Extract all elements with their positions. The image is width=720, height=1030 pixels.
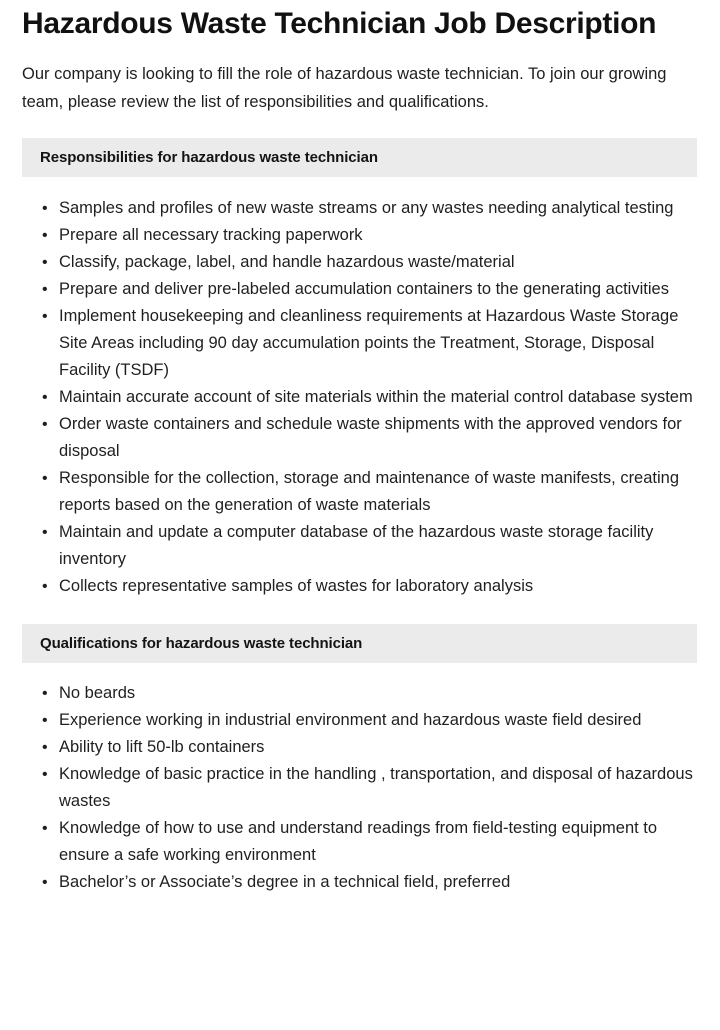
list-item-text: Order waste containers and schedule waste shipments with the approved vendors for disposal	[59, 415, 682, 460]
list-item-text: Ability to lift 50-lb containers	[59, 738, 265, 756]
list-item-text: No beards	[59, 684, 136, 702]
page-title: Hazardous Waste Technician Job Description	[22, 7, 657, 40]
list-item-text: Maintain accurate account of site materials within the material control database system	[59, 388, 693, 406]
bullet-icon: •	[42, 820, 48, 837]
list-item-text: Classify, package, label, and handle hazardous waste/material	[59, 253, 515, 271]
list-item	[22, 573, 698, 600]
bullet-icon: •	[42, 712, 48, 729]
list-item	[22, 761, 698, 815]
list-item	[22, 465, 698, 519]
list-item	[22, 734, 698, 761]
responsibilities-header-label: Responsibilities for hazardous waste technician	[40, 149, 378, 166]
qualifications-section	[22, 624, 698, 896]
bullet-icon: •	[42, 685, 48, 702]
responsibilities-list	[22, 177, 698, 600]
responsibilities-section	[22, 138, 698, 600]
qualifications-section-header	[22, 624, 697, 663]
responsibilities-section-header	[22, 138, 697, 177]
list-item-text: Knowledge of basic practice in the handling , transportation, and disposal of hazardous wastes	[59, 765, 693, 810]
list-item	[22, 249, 698, 276]
list-item-text: Knowledge of how to use and understand readings from field-testing equipment to ensure a safe working environment	[59, 819, 658, 864]
list-item-text: Collects representative samples of wastes for laboratory analysis	[59, 577, 534, 595]
list-item-text: Prepare all necessary tracking paperwork	[59, 226, 363, 244]
list-item-text: Prepare and deliver pre-labeled accumulation containers to the generating activities	[59, 280, 669, 298]
bullet-icon: •	[42, 281, 48, 298]
bullet-icon: •	[42, 578, 48, 595]
list-item	[22, 519, 698, 573]
qualifications-header-label: Qualifications for hazardous waste technician	[40, 635, 363, 652]
bullet-icon: •	[42, 200, 48, 217]
list-item	[22, 195, 698, 222]
list-item	[22, 276, 698, 303]
list-item-text: Experience working in industrial environment and hazardous waste field desired	[59, 711, 642, 729]
list-item-text: Samples and profiles of new waste streams or any wastes needing analytical testing	[59, 199, 674, 217]
bullet-icon: •	[42, 227, 48, 244]
bullet-icon: •	[42, 416, 48, 433]
bullet-icon: •	[42, 308, 48, 325]
bullet-icon: •	[42, 389, 48, 406]
bullet-icon: •	[42, 470, 48, 487]
list-item-text: Maintain and update a computer database of the hazardous waste storage facility inventory	[59, 523, 654, 568]
list-item-text: Implement housekeeping and cleanliness requirements at Hazardous Waste Storage Site Areas including 90 day accumulation points the Treatment, Storage, Disposal Facility (TSDF)	[59, 307, 679, 379]
qualifications-list	[22, 663, 698, 896]
list-item-text: Bachelor’s or Associate’s degree in a technical field, preferred	[59, 873, 511, 891]
bullet-icon: •	[42, 874, 48, 891]
list-item-text: Responsible for the collection, storage and maintenance of waste manifests, creating reports based on the generation of waste materials	[59, 469, 680, 514]
bullet-icon: •	[42, 739, 48, 756]
bullet-icon: •	[42, 766, 48, 783]
list-item	[22, 869, 698, 896]
list-item	[22, 222, 698, 249]
list-item	[22, 303, 698, 384]
list-item	[22, 384, 698, 411]
bullet-icon: •	[42, 524, 48, 541]
bullet-icon: •	[42, 254, 48, 271]
intro-paragraph: Our company is looking to fill the role of hazardous waste technician. To join our growing team, please review the list of responsibilities and qualifications.	[22, 65, 667, 111]
list-item	[22, 680, 698, 707]
list-item	[22, 707, 698, 734]
list-item	[22, 815, 698, 869]
list-item	[22, 411, 698, 465]
